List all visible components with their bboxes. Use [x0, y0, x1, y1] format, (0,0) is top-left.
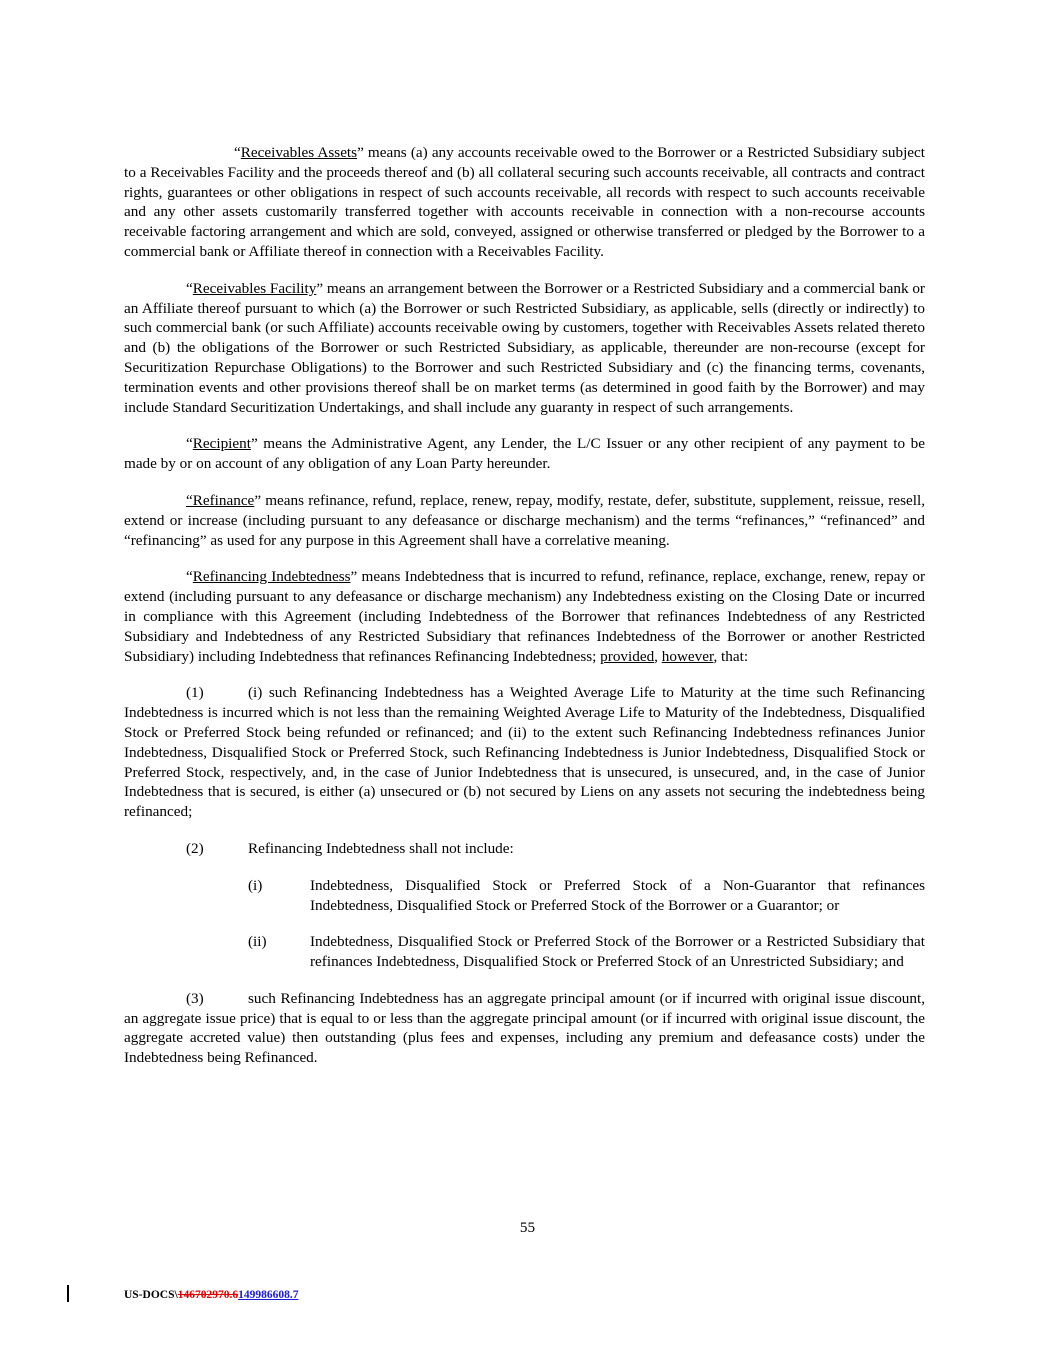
- defined-term: Receivables Facility: [192, 279, 317, 297]
- definition-refinancing-indebtedness: [124, 567, 925, 666]
- clause-number: (2): [186, 839, 204, 857]
- sub-clause-number: (i): [248, 876, 263, 894]
- sub-clause-number: (ii): [248, 933, 267, 951]
- clause-number: (1): [186, 684, 204, 702]
- clause-number: (3): [186, 989, 204, 1007]
- sub-clause-ii: [248, 932, 925, 972]
- clause-1: [124, 683, 925, 822]
- defined-term: “Refinance: [186, 491, 255, 509]
- open-quote: “: [234, 144, 241, 161]
- clause-3: [124, 989, 925, 1068]
- deleted-doc-id: 146702970.6: [177, 1289, 239, 1301]
- open-quote: “: [186, 435, 193, 453]
- definition-recipient: [124, 434, 925, 474]
- definition-text: ” means the Administrative Agent, any Lender, the L/C Issuer or any other recipient of any payment to be made by or on account of any obligation of any Loan Party hereunder.: [124, 435, 925, 473]
- doc-prefix: US-DOCS\: [124, 1289, 178, 1301]
- definition-refinance: [124, 491, 925, 550]
- document-body: [124, 143, 925, 1085]
- definition-text: ” means refinance, refund, replace, renew, repay, modify, restate, defer, substitute, supplement, reissue, resell, extend or increase (including pursuant to any defeasance or discharge mechanism) and the terms “refinances,” “refinanced” and “refinancing” as used for any purpose in this Agreement shall have a correlative meaning.: [124, 491, 925, 549]
- defined-term: Refinancing Indebtedness: [192, 568, 351, 586]
- clause-text: such Refinancing Indebtedness has an aggregate principal amount (or if incurred with original issue discount, an aggregate issue price) that is equal to or less than the aggregate principal amount (or if incurred with original issue discount, the aggregate accreted value) then outstanding (plus fees and expenses, including any premium and defeasance costs) under the Indebtedness being Refinanced.: [124, 989, 925, 1067]
- definition-text: ” means (a) any accounts receivable owed to the Borrower or a Restricted Subsidiary subject to a Receivables Facility and the proceeds thereof and (b) all collateral securing such accounts receivable, all contracts and contract rights, guarantees or other obligations in respect of such accounts receivable, all records with respect to such accounts receivable and any other assets customarily transferred together with accounts receivable in connection with a non-recourse accounts receivable factoring arrangement and which are sold, conveyed, assigned or otherwise transferred or pledged by the Borrower to a commercial bank or Affiliate thereof in connection with a Receivables Facility.: [124, 144, 925, 260]
- comma: ,: [654, 647, 658, 665]
- document-id: [124, 1289, 298, 1301]
- clause-text: (i) such Refinancing Indebtedness has a Weighted Average Life to Maturity at the time such Refinancing Indebtedness is incurred which is not less than the remaining Weighted Average Life to Maturity of the Indebtedness, Disqualified Stock or Preferred Stock being refunded or refinanced; and (ii) to the extent such Refinancing Indebtedness refinances Junior Indebtedness, Disqualified Stock or Preferred Stock, such Refinancing Indebtedness is Junior Indebtedness, Disqualified Stock or Preferred Stock, respectively, and, in the case of Junior Indebtedness that is unsecured, is unsecured, and, in the case of Junior Indebtedness that is secured, is either (a) unsecured or (b) not secured by Liens on any assets not securing the indebtedness being refinanced;: [124, 684, 925, 821]
- definition-text: ” means Indebtedness that is incurred to refund, refinance, replace, exchange, renew, repay or extend (including pursuant to any defeasance or discharge mechanism) any Indebtedness existing on the Closing Date or incurred in compliance with this Agreement (including Indebtedness of the Borrower that refinances Indebtedness of any Restricted Subsidiary and Indebtedness of any Restricted Subsidiary that refinances Indebtedness of the Borrower or another Restricted Subsidiary) including Indebtedness that refinances Refinancing Indebtedness;: [124, 568, 926, 665]
- sub-clause-text: Indebtedness, Disqualified Stock or Preferred Stock of the Borrower or a Restricted Subsidiary that refinances Indebtedness, Disqualified Stock or Preferred Stock of an Unrestricted Subsidiary; and: [310, 933, 925, 971]
- inserted-doc-id: 149986608.7: [238, 1289, 299, 1301]
- tail-text: , that:: [713, 647, 749, 665]
- provided-term: provided: [600, 647, 655, 665]
- however-term: however: [661, 647, 714, 665]
- defined-term: Recipient: [192, 435, 251, 453]
- definition-receivables-facility: [124, 279, 925, 418]
- change-bar: [67, 1285, 69, 1302]
- definition-text: ” means an arrangement between the Borrower or a Restricted Subsidiary and a commercial bank or an Affiliate thereof pursuant to which (a) the Borrower or such Restricted Subsidiary, as applicable, sells (directly or indirectly) to such commercial bank (or such Affiliate) accounts receivable owing by customers, together with Receivables Assets related thereto and (b) the obligations of the Borrower or such Restricted Subsidiary, as applicable, thereunder are non-recourse (except for Securitization Repurchase Obligations) to the Borrower and such Restricted Subsidiary and (c) the financing terms, covenants, termination events and other provisions thereof shall be on market terms (as determined in good faith by the Borrower) and may include Standard Securitization Undertakings, and shall include any guaranty in respect of such arrangements.: [124, 279, 925, 416]
- sub-clause-i: [248, 876, 925, 916]
- defined-term: Receivables Assets: [240, 144, 358, 161]
- open-quote: “: [186, 279, 193, 297]
- clause-text: Refinancing Indebtedness shall not include:: [248, 839, 514, 857]
- page-number: 55: [519, 1219, 536, 1236]
- definition-receivables-assets: [124, 143, 925, 262]
- clause-2: [124, 839, 925, 859]
- sub-clause-text: Indebtedness, Disqualified Stock or Preferred Stock of a Non-Guarantor that refinances Indebtedness, Disqualified Stock or Preferred Stock of the Borrower or a Guarantor; or: [310, 876, 925, 914]
- open-quote: “: [186, 568, 193, 586]
